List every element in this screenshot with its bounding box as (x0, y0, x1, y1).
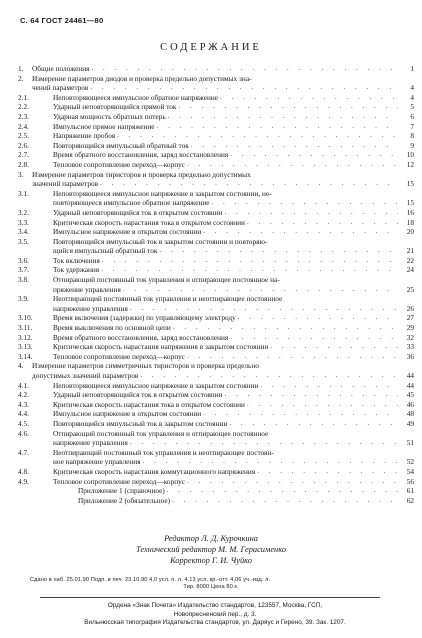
toc-entry-page: 4 (410, 83, 414, 93)
toc-entry-page: 51 (406, 438, 414, 448)
toc-entry (18, 409, 414, 419)
toc-leader-dots (91, 64, 398, 74)
toc-entry (18, 170, 414, 189)
toc-entry-number: 3.12. (18, 332, 33, 342)
toc-entry-number: 3.5. (18, 236, 29, 246)
toc-entry-title: Ударный неповторяющийся ток в открытом состоянии (53, 207, 223, 217)
toc-entry (18, 74, 414, 93)
toc-leader-dots (212, 198, 398, 208)
toc-entry-number: 4.2. (18, 390, 29, 400)
toc-entry-number: 3.4. (18, 227, 29, 237)
toc-entry-page: 9 (410, 140, 414, 150)
toc-entry-number: 4.1. (18, 380, 29, 390)
toc-leader-dots (225, 390, 398, 400)
toc-leader-dots (229, 419, 398, 429)
table-of-contents (18, 64, 414, 505)
toc-leader-dots (172, 496, 398, 506)
toc-entry-page: 25 (406, 284, 414, 294)
toc-entry-title: Повторяющийся импульсный ток в закрытом состоянии (53, 418, 228, 428)
toc-leader-dots (225, 208, 398, 218)
toc-entry-title: Напряжение пробоя (53, 131, 116, 141)
toc-entry (18, 390, 414, 400)
toc-entry-number: 2.5. (18, 131, 29, 141)
toc-leader-dots (143, 457, 398, 467)
toc-entry (18, 496, 414, 506)
toc-entry-number: 2.3. (18, 111, 29, 121)
toc-leader-dots (90, 83, 398, 93)
toc-entry-title: Время включения (задержки) по управляющему электроду (53, 313, 236, 323)
toc-leader-dots (173, 323, 398, 333)
toc-entry (18, 237, 414, 256)
toc-entry-title: Тепловое сопротивление переход—корпус (53, 476, 186, 486)
toc-leader-dots (203, 409, 398, 419)
toc-entry (18, 93, 414, 103)
toc-leader-dots (167, 486, 398, 496)
toc-entry (18, 218, 414, 228)
toc-entry (18, 313, 414, 323)
toc-entry-title-continued: напряжение управления (53, 303, 128, 313)
toc-entry (18, 294, 414, 313)
toc-entry-title: Отпирающий постоянный ток управления и отпирающее постоянное на- (53, 275, 280, 285)
toc-entry-page: 18 (406, 217, 414, 227)
toc-leader-dots (187, 160, 398, 170)
toc-entry-page: 36 (406, 351, 414, 361)
toc-entry-title: Ударный неповторяющийся ток в открытом состоянии (53, 390, 223, 400)
toc-entry-number: 3.8. (18, 275, 29, 285)
toc-leader-dots (168, 112, 398, 122)
page-title: СОДЕРЖАНИЕ (160, 42, 262, 53)
toc-entry-number: 1. (18, 64, 24, 73)
toc-entry-page: 45 (406, 390, 414, 400)
toc-leader-dots (100, 179, 398, 189)
toc-entry-title-continued: чений параметров (32, 83, 89, 93)
toc-entry-number: 3.2. (18, 207, 29, 217)
toc-entry-page: 62 (406, 495, 414, 505)
toc-leader-dots (238, 313, 398, 323)
toc-entry (18, 275, 414, 294)
toc-entry-page: 44 (406, 371, 414, 380)
toc-entry-title: Измерение параметров диодов и проверка предельно допустимых зна- (32, 73, 252, 83)
toc-entry-number: 2.4. (18, 121, 29, 131)
toc-entry-number: 3.14. (18, 351, 33, 361)
toc-entry (18, 381, 414, 391)
toc-entry (18, 131, 414, 141)
toc-entry-page: 48 (406, 409, 414, 419)
toc-entry (18, 112, 414, 122)
printer-line: Вильнюсская типография Издательства стандартов, ул. Даряус и Гирено, 39. Зак. 1207. (84, 619, 346, 627)
toc-entry (18, 477, 414, 487)
toc-entry-title-continued: ное напряжение управления (53, 457, 141, 467)
toc-entry-number: 2.1. (18, 92, 29, 102)
toc-entry-page: 6 (410, 111, 414, 121)
toc-entry-page: 7 (410, 121, 414, 131)
page-header: С. 64 ГОСТ 24461—80 (20, 16, 104, 25)
toc-entry-title: Ударный неповторяющийся прямой ток (53, 102, 177, 112)
toc-entry-page: 20 (406, 227, 414, 237)
toc-entry-title: Неповторяющееся импульсное напряжение в закрытом состоянии, не- (53, 188, 272, 198)
toc-entry-number: 2.7. (18, 150, 29, 160)
toc-leader-dots (270, 342, 398, 352)
toc-entry (18, 333, 414, 343)
toc-entry-title: Критическая скорость нарастания напряжения в закрытом состоянии (53, 342, 269, 352)
toc-entry-number: 3.11. (18, 323, 33, 333)
toc-entry-page: 15 (406, 198, 414, 208)
toc-entry-title: Критическая скорость нарастания тока в открытом состоянии (53, 217, 245, 227)
tech-editor-line: Технический редактор М. М. Герасименко (135, 545, 286, 554)
toc-entry-page: 29 (406, 323, 414, 333)
toc-entry-title: Неповторяющееся импульсное напряжение в закрытом состоянии (53, 380, 259, 390)
toc-leader-dots (101, 265, 398, 275)
toc-leader-dots (178, 102, 398, 112)
toc-entry-title-continued: щийся импульсный обратный ток (53, 246, 158, 256)
toc-leader-dots (102, 256, 398, 266)
toc-entry-title: Приложение 2 (обязательное) (78, 495, 171, 505)
toc-entry-title: Время обратного восстановления, заряд восстановления (53, 332, 229, 342)
toc-entry-number: 4.3. (18, 399, 29, 409)
toc-entry (18, 342, 414, 352)
toc-entry-page: 5 (410, 102, 414, 112)
toc-entry-title: Приложение 1 (справочное) (78, 486, 165, 496)
toc-entry-number: 4.9. (18, 476, 29, 486)
toc-entry-title: Отпирающий постоянный ток управления и отпирающее постоянное (53, 428, 269, 438)
corrector-line: Корректор Г. И. Чуйко (170, 556, 252, 565)
toc-entry-title: Время обратного восстановления, заряд восстановления (53, 150, 229, 160)
toc-entry (18, 265, 414, 275)
toc-entry (18, 361, 414, 380)
toc-entry-page: 8 (410, 131, 414, 141)
toc-leader-dots (123, 285, 398, 295)
toc-entry (18, 102, 414, 112)
toc-entry-number: 3.3. (18, 217, 29, 227)
toc-entry (18, 467, 414, 477)
toc-entry-title: Неповторяющееся импульсное обратное напряжение (53, 92, 219, 102)
toc-entry-page: 52 (406, 457, 414, 467)
toc-entry-title: Повторяющийся импульсный ток в закрытом состоянии и повторяю- (53, 236, 268, 246)
toc-entry-page: 16 (406, 207, 414, 217)
toc-leader-dots (187, 352, 398, 362)
toc-entry-page: 15 (406, 179, 414, 189)
toc-entry-number: 4.8. (18, 466, 29, 476)
toc-entry-title: Повторяющийся импульсный обратный ток (53, 140, 189, 150)
toc-entry-page: 49 (406, 418, 414, 428)
toc-entry-page: 12 (406, 159, 414, 169)
toc-entry-page: 56 (406, 476, 414, 486)
toc-entry-title: Ударная мощность обратных потерь (53, 111, 166, 121)
toc-entry-page: 46 (406, 399, 414, 409)
credits (0, 533, 422, 566)
toc-entry-page: 21 (406, 246, 414, 256)
toc-leader-dots (187, 477, 398, 487)
toc-entry-number: 4. (18, 361, 24, 371)
toc-entry (18, 141, 414, 151)
toc-entry-title-continued: пряжение управления (53, 284, 121, 294)
toc-entry-title: Критическая скорость нарастания тока в открытом состоянии (53, 399, 245, 409)
toc-entry (18, 189, 414, 208)
toc-leader-dots (130, 304, 398, 314)
toc-entry-number: 4.7. (18, 447, 29, 457)
publisher-line-1: Ордена «Знак Почета» Издательство стандартов, 123557, Москва, ГСП, (107, 602, 323, 609)
print-info-line-2: Тир. 8000 Цена 80 к. (183, 584, 239, 591)
toc-entry-page: 1 (410, 64, 414, 73)
toc-entry (18, 429, 414, 448)
toc-entry-page: 4 (410, 92, 414, 102)
toc-entry-number: 3.9. (18, 294, 29, 304)
toc-entry-number: 3.7. (18, 265, 29, 275)
toc-entry (18, 448, 414, 467)
toc-entry-number: 2.6. (18, 140, 29, 150)
toc-entry-page: 44 (406, 380, 414, 390)
toc-entry (18, 256, 414, 266)
toc-entry (18, 122, 414, 132)
publisher-line-2: Новопресненский пер., д. 3. (173, 610, 257, 618)
toc-entry-title: Тепловое сопротивление переход—корпус (53, 351, 186, 361)
toc-entry-title: Импульсное напряжение в открытом состоянии (53, 227, 202, 237)
toc-entry-title: Измерение параметров симметричных тиристоров и проверка предельно (32, 361, 259, 371)
toc-entry (18, 150, 414, 160)
toc-entry-title-continued: повторяющееся импульсное обратное напряжение (53, 198, 210, 208)
toc-entry-title-continued: напряжение управления (53, 438, 128, 448)
toc-leader-dots (130, 438, 398, 448)
toc-leader-dots (117, 131, 398, 141)
toc-entry-page: 32 (406, 332, 414, 342)
publisher-footer (20, 602, 410, 628)
toc-entry-number: 4.5. (18, 418, 29, 428)
toc-entry-number: 4.4. (18, 409, 29, 419)
toc-entry-page: 54 (406, 466, 414, 476)
toc-entry-number: 3.1. (18, 188, 29, 198)
toc-entry-title: Время выключения по основной цепи (53, 323, 171, 333)
toc-entry-title: Ток удержания (53, 265, 100, 275)
toc-entry-title: Неотпирающий постоянный ток управления и неотпирающее постоянное (53, 294, 283, 304)
toc-leader-dots (247, 218, 398, 228)
toc-entry (18, 64, 414, 74)
toc-leader-dots (140, 371, 398, 381)
toc-entry-page: 10 (406, 150, 414, 160)
editor-line: Редактор Л. Д. Курочкина (164, 534, 258, 543)
toc-entry-number: 3.13. (18, 342, 33, 352)
toc-entry-title: Измерение параметров тиристоров и проверка предельно допустимых (32, 169, 251, 179)
toc-entry-title: Критическая скорость нарастания коммутационного напряжения (53, 466, 256, 476)
toc-entry (18, 160, 414, 170)
toc-entry-page: 33 (406, 342, 414, 352)
toc-entry-number: 3. (18, 169, 24, 179)
toc-entry-number: 2.8. (18, 159, 29, 169)
toc-entry (18, 400, 414, 410)
toc-leader-dots (191, 141, 398, 151)
toc-entry (18, 419, 414, 429)
toc-entry-number: 2.2. (18, 102, 29, 112)
toc-entry-title: Импульсное прямое напряжение (53, 121, 155, 131)
toc-entry (18, 323, 414, 333)
toc-entry-title-continued: допустимых значений параметров (32, 371, 139, 380)
print-info-line-1: Сдано в наб. 25.01.90 Подп. в печ. 23.10.90 4,0 усл. п. л. 4,13 усл. кр.-отт. 4,06 уч.-изд. л. (30, 577, 271, 583)
toc-leader-dots (203, 227, 398, 237)
toc-entry-title: Общие положения (32, 64, 90, 73)
toc-leader-dots (230, 150, 398, 160)
toc-leader-dots (247, 400, 398, 410)
toc-leader-dots (220, 93, 398, 103)
divider (40, 597, 380, 598)
toc-entry-title: Импульсное напряжение в открытом состоянии (53, 409, 202, 419)
toc-entry-number: 2. (18, 73, 24, 83)
toc-leader-dots (257, 467, 398, 477)
toc-entry (18, 352, 414, 362)
toc-entry-title-continued: значений параметров (32, 179, 99, 189)
toc-entry (18, 227, 414, 237)
toc-entry-page: 22 (406, 255, 414, 265)
toc-entry-page: 61 (406, 486, 414, 496)
toc-entry-page: 26 (406, 303, 414, 313)
toc-entry-title: Тепловое сопротивление переход—корпус (53, 159, 186, 169)
toc-entry-title: Неотпирающий постоянный ток управления и неотпирающее постоян- (53, 447, 274, 457)
toc-entry (18, 486, 414, 496)
toc-entry-page: 24 (406, 265, 414, 275)
toc-leader-dots (157, 122, 398, 132)
toc-entry-number: 3.6. (18, 255, 29, 265)
toc-entry (18, 208, 414, 218)
toc-leader-dots (230, 333, 398, 343)
toc-entry-title: Ток включения (53, 255, 100, 265)
toc-entry-page: 27 (406, 313, 414, 323)
toc-leader-dots (260, 381, 398, 391)
print-info (30, 577, 392, 592)
toc-entry-number: 3.10. (18, 313, 33, 323)
toc-entry-number: 4.6. (18, 428, 29, 438)
toc-leader-dots (159, 246, 398, 256)
